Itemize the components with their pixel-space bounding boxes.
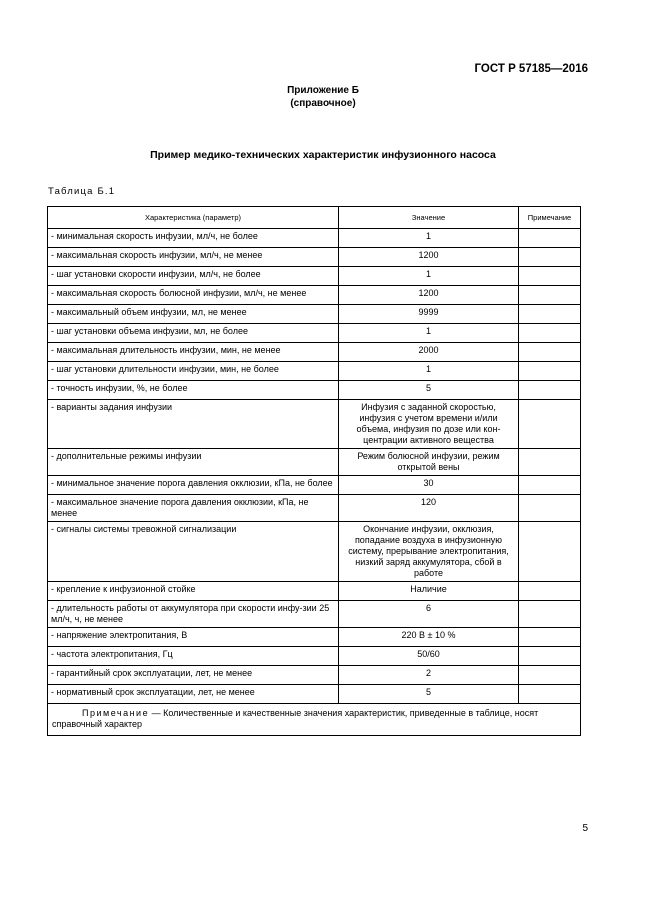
table-row [48,476,581,495]
cell-note [519,601,581,628]
cell-parameter: - варианты задания инфузии [48,400,339,449]
cell-parameter: - сигналы системы тревожной сигнализации [48,522,339,582]
cell-note [519,628,581,647]
cell-value: 30 [339,476,519,495]
cell-note [519,286,581,305]
cell-parameter: - максимальная длительность инфузии, мин, не менее [48,343,339,362]
table-caption: Таблица Б.1 [48,186,116,197]
cell-parameter: - точность инфузии, %, не более [48,381,339,400]
footnote-text: — Количественные и качественные значения характеристик, приведенные в таблице, носят справочный характер [52,708,539,729]
cell-value: Режим болюсной инфузии, режим открытой вены [339,449,519,476]
cell-value: 2 [339,666,519,685]
cell-parameter: - минимальная скорость инфузии, мл/ч, не более [48,229,339,248]
table-row [48,286,581,305]
table-footnote-row [48,704,581,736]
cell-parameter: - крепление к инфузионной стойке [48,582,339,601]
cell-parameter: - максимальное значение порога давления окклюзии, кПа, не менее [48,495,339,522]
cell-value: 1 [339,229,519,248]
cell-value: 1200 [339,286,519,305]
cell-parameter: - шаг установки объема инфузии, мл, не более [48,324,339,343]
cell-note [519,476,581,495]
cell-parameter: - максимальная скорость болюсной инфузии, мл/ч, не менее [48,286,339,305]
column-header-parameter: Характеристика (параметр) [48,207,339,229]
cell-value: 50/60 [339,647,519,666]
footnote-prefix: Примечание [82,708,150,718]
cell-parameter: - длительность работы от аккумулятора при скорости инфу-зии 25 мл/ч, ч, не менее [48,601,339,628]
column-header-note: Примечание [519,207,581,229]
cell-note [519,267,581,286]
table-row [48,647,581,666]
table-row [48,229,581,248]
cell-note [519,685,581,704]
cell-parameter: - минимальное значение порога давления окклюзии, кПа, не более [48,476,339,495]
page-number: 5 [582,823,588,834]
cell-parameter: - максимальный объем инфузии, мл, не менее [48,305,339,324]
cell-value: 1200 [339,248,519,267]
annex-title: Приложение Б [287,85,359,96]
table-row [48,381,581,400]
cell-parameter: - гарантийный срок эксплуатации, лет, не менее [48,666,339,685]
cell-value: 6 [339,601,519,628]
cell-value: 120 [339,495,519,522]
cell-note [519,495,581,522]
table-row [48,582,581,601]
cell-value: 5 [339,381,519,400]
cell-note [519,666,581,685]
cell-parameter: - шаг установки скорости инфузии, мл/ч, не более [48,267,339,286]
cell-value: Наличие [339,582,519,601]
cell-value: 220 В ± 10 % [339,628,519,647]
column-header-value: Значение [339,207,519,229]
table-row [48,685,581,704]
cell-parameter: - частота электропитания, Гц [48,647,339,666]
cell-note [519,324,581,343]
cell-note [519,647,581,666]
cell-note [519,248,581,267]
cell-value: 9999 [339,305,519,324]
cell-note [519,449,581,476]
table-row [48,666,581,685]
cell-value: Инфузия с заданной скоростью, инфузия с учетом времени и/или объема, инфузия по дозе или кон-центрации активного вещества [339,400,519,449]
standard-code: ГОСТ Р 57185—2016 [474,63,588,75]
table-row [48,601,581,628]
cell-parameter: - максимальная скорость инфузии, мл/ч, не менее [48,248,339,267]
table-row [48,248,581,267]
table-row [48,324,581,343]
cell-note [519,305,581,324]
cell-note [519,400,581,449]
table-row [48,362,581,381]
cell-value: 1 [339,267,519,286]
cell-note [519,362,581,381]
table-header-row [48,207,581,229]
cell-value: 1 [339,324,519,343]
cell-note [519,381,581,400]
cell-value: 2000 [339,343,519,362]
cell-value: 5 [339,685,519,704]
cell-note [519,343,581,362]
cell-note [519,229,581,248]
table-row [48,305,581,324]
table-row [48,343,581,362]
cell-parameter: - шаг установки длительности инфузии, мин, не более [48,362,339,381]
table-row [48,628,581,647]
annex-title-block [0,84,646,110]
table-row [48,267,581,286]
document-heading: Пример медико-технических характеристик инфузионного насоса [150,149,496,161]
cell-note [519,522,581,582]
annex-subtitle: (справочное) [290,98,356,109]
cell-parameter: - нормативный срок эксплуатации, лет, не менее [48,685,339,704]
specifications-table [47,206,581,736]
table-row [48,495,581,522]
table-row [48,522,581,582]
cell-value: 1 [339,362,519,381]
table-body [48,229,581,704]
cell-parameter: - дополнительные режимы инфузии [48,449,339,476]
cell-note [519,582,581,601]
cell-parameter: - напряжение электропитания, В [48,628,339,647]
table-row [48,400,581,449]
table-row [48,449,581,476]
cell-value: Окончание инфузии, окклюзия, попадание воздуха в инфузионную систему, прерывание электропитания, низкий заряд аккумулятора, сбой в работе [339,522,519,582]
table-footnote [48,704,581,736]
